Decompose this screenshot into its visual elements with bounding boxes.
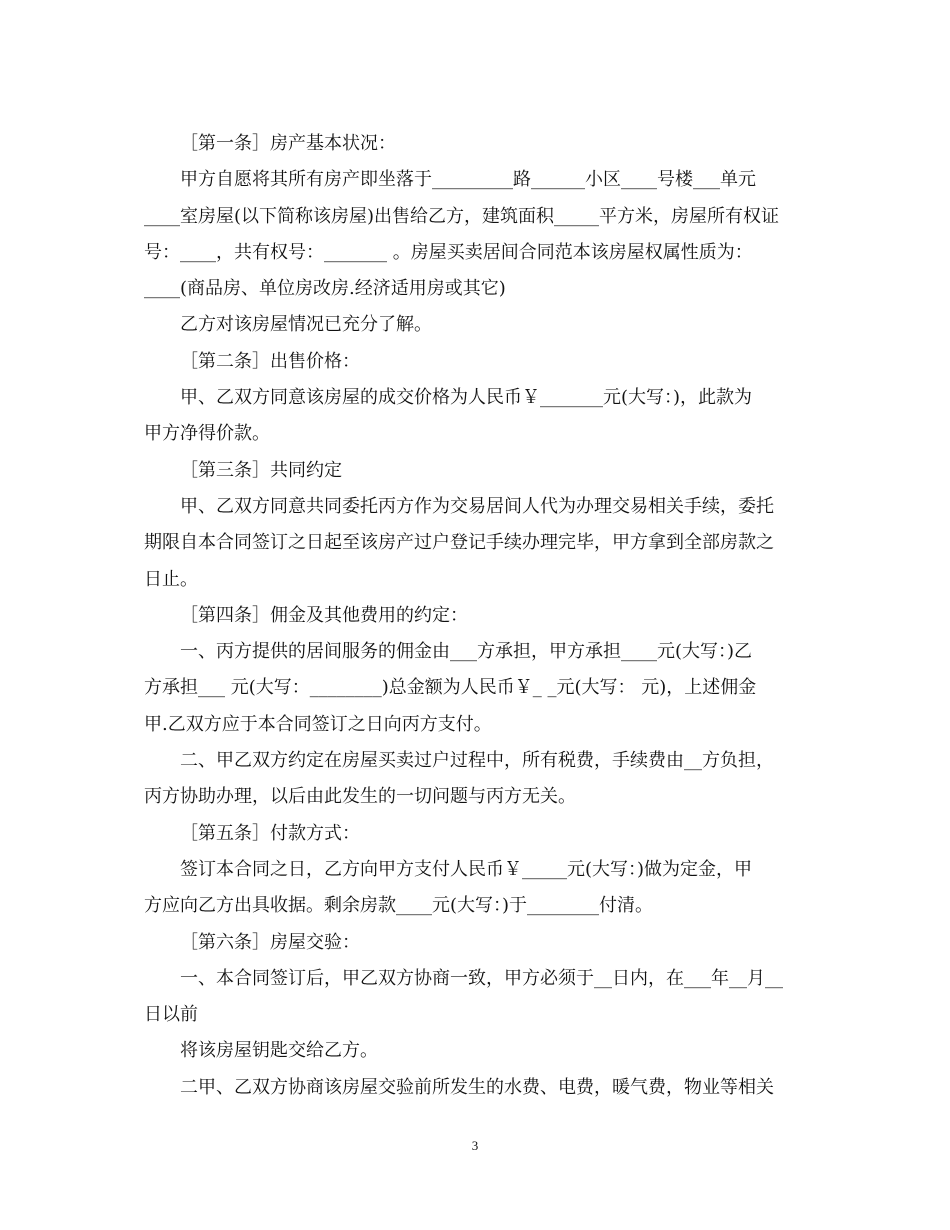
document-line: 二、甲乙双方约定在房屋买卖过户过程中，所有税费，手续费由__方负担， <box>180 750 774 772</box>
document-line: 日以前 <box>144 1004 198 1026</box>
document-line: ［第一条］房产基本状况： <box>180 133 396 154</box>
document-line: ［第六条］房屋交验： <box>180 931 360 953</box>
document-body <box>144 126 824 1106</box>
document-line: 号：____，共有权号：_______ 。房屋买卖居间合同范本该房屋权属性质为： <box>144 241 753 263</box>
page-number: 3 <box>471 1138 479 1153</box>
document-line: 甲、乙双方同意共同委托丙方作为交易居间人代为办理交易相关手续，委托 <box>180 495 774 517</box>
document-line: 一、丙方提供的居间服务的佣金由___方承担，甲方承担____元(大写：)乙 <box>180 641 753 663</box>
document-line: ［第三条］共同约定 <box>180 459 342 481</box>
document-line: 二甲、乙双方协商该房屋交验前所发生的水费、电费，暖气费，物业等相关 <box>180 1076 774 1098</box>
document-line: ____室房屋(以下简称该房屋)出售给乙方，建筑面积_____平方米，房屋所有权证 <box>144 205 780 227</box>
document-line: 一、本合同签订后，甲乙双方协商一致，甲方必须于__日内，在___年__月__ <box>180 967 783 989</box>
document-line: 将该房屋钥匙交给乙方。 <box>180 1040 378 1062</box>
document-line: 甲方净得价款。 <box>144 423 270 445</box>
document-line: 乙方对该房屋情况已充分了解。 <box>180 314 432 336</box>
document-line: 甲.乙双方应于本合同签订之日向丙方支付。 <box>144 713 492 735</box>
document-line: 甲方自愿将其所有房产即坐落于_________路______小区____号楼___单元 <box>180 169 756 191</box>
document-line: 甲、乙双方同意该房屋的成交价格为人民币￥_______元(大写：)，此款为 <box>180 387 753 409</box>
document-line: ____(商品房、单位房改房.经济适用房或其它) <box>144 278 506 300</box>
document-line: 方应向乙方出具收据。剩余房款____元(大写：)于________付清。 <box>144 895 654 917</box>
document-line: 日止。 <box>144 568 198 590</box>
document-line: 签订本合同之日，乙方向甲方支付人民币￥_____元(大写：)做为定金，甲 <box>180 858 753 880</box>
document-line: ［第二条］出售价格： <box>180 350 360 372</box>
document-line: 期限自本合同签订之日起至该房产过户登记手续办理完毕，甲方拿到全部房款之 <box>144 532 774 554</box>
document-line: 丙方协助办理，以后由此发生的一切问题与丙方无关。 <box>144 786 576 808</box>
document-line: 方承担___ 元(大写：________)总金额为人民币￥_ _元(大写： 元)，上述佣金 <box>144 677 757 699</box>
document-line: ［第五条］付款方式： <box>180 822 360 844</box>
document-line: ［第四条］佣金及其他费用的约定： <box>180 604 468 626</box>
